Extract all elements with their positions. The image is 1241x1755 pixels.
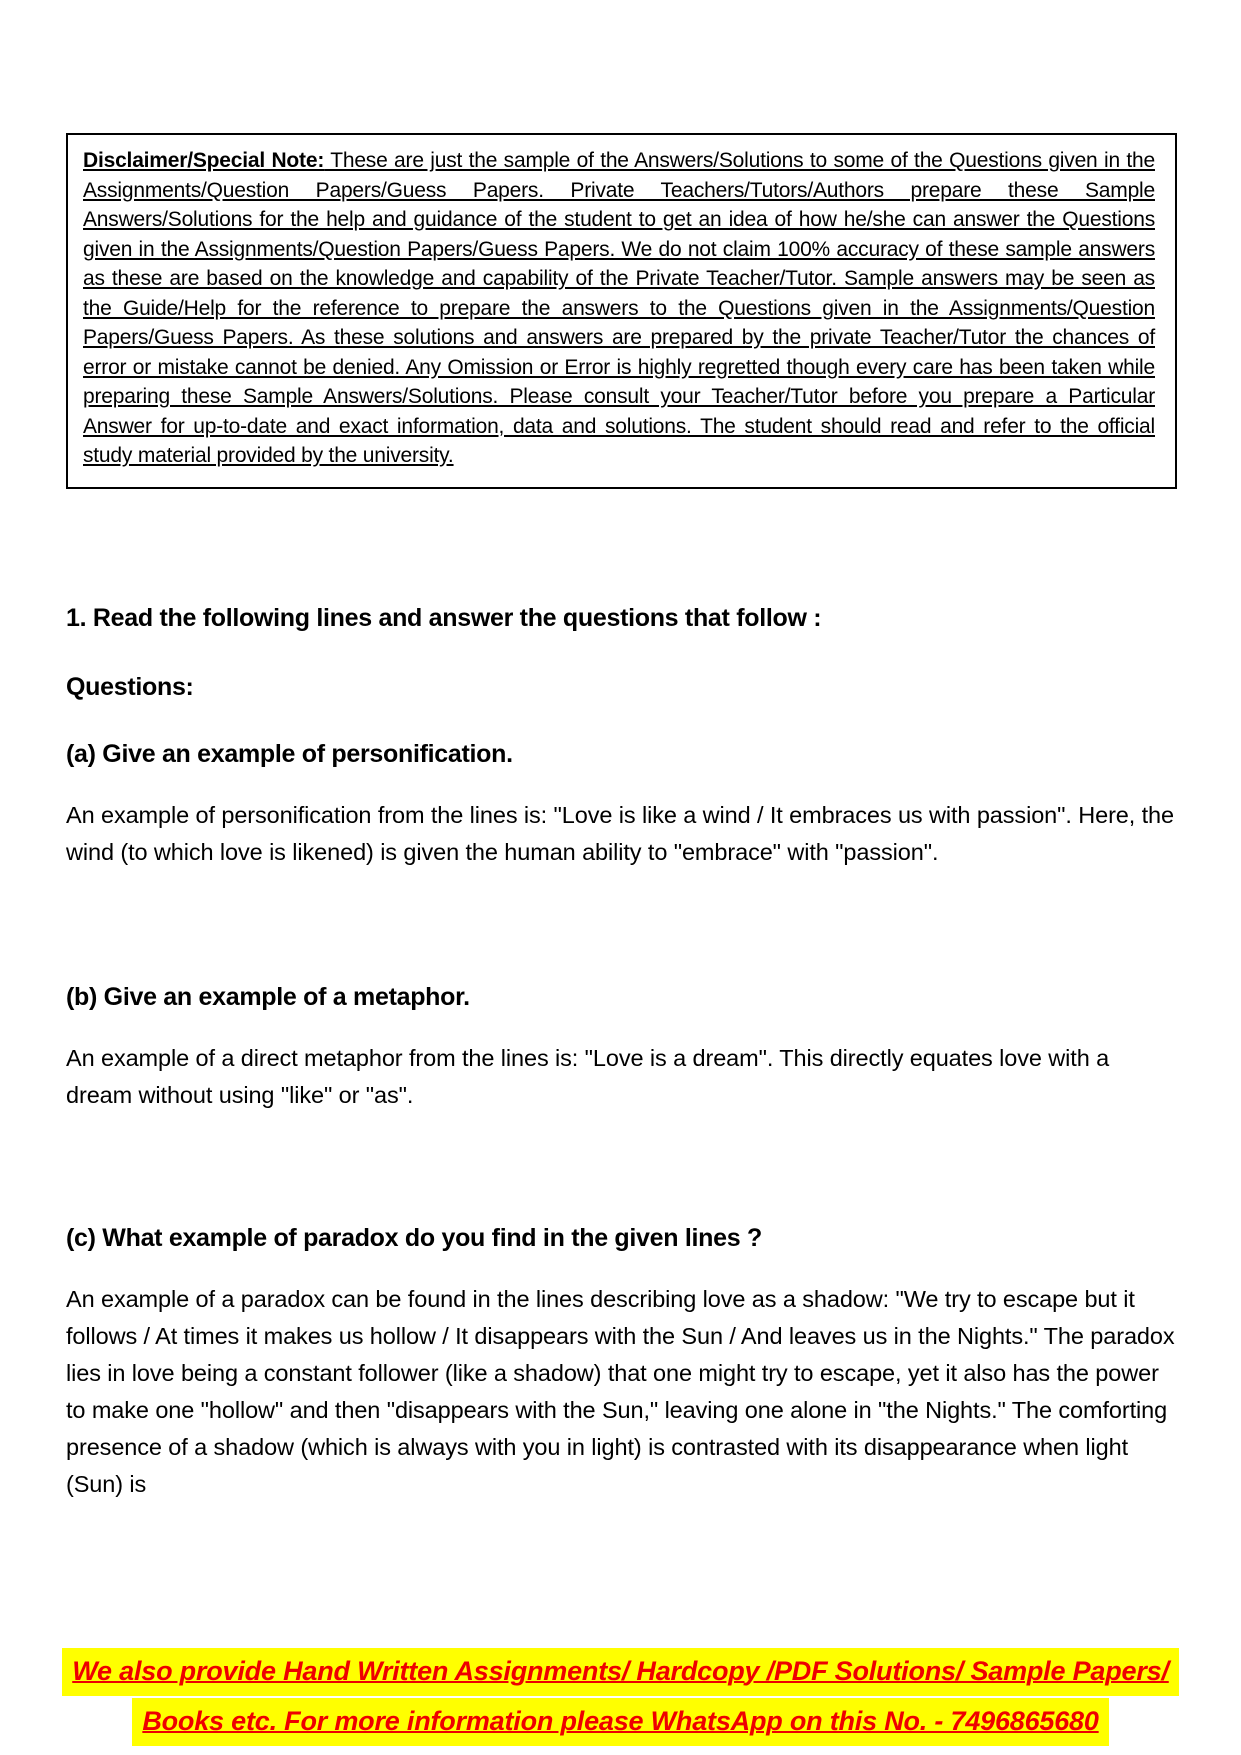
section-b: [66, 983, 1177, 1114]
section-a-answer: An example of personification from the lines is: "Love is like a wind / It embraces us with passion". Here, the wind (to which love is likened) is given the human ability to "embrace" with "passion".: [66, 801, 1174, 865]
footer-line-2-text: Books etc. For more information please WhatsApp on this No. - 7496865680: [132, 1698, 1108, 1746]
section-c-answer: An example of a paradox can be found in the lines describing love as a shadow: "We try to escape but it follows / At times it makes us hollow / It disappears with the Sun / And leaves us in the Nights." The paradox lies in love being a constant follower (like a shadow) that one might try to escape, yet it also has the power to make one "hollow" and then "disappears with the Sun," leaving one alone in "the Nights." The comforting presence of a shadow (which is always with you in light) is contrasted with its disappearance when light (Sun) is: [66, 1285, 1175, 1497]
section-c-heading: (c) What example of paradox do you find in the given lines ?: [66, 1223, 762, 1252]
question-heading: 1. Read the following lines and answer the questions that follow :: [66, 603, 822, 632]
questions-label: Questions:: [66, 672, 194, 701]
footer-banner: [0, 1648, 1241, 1748]
section-c: [66, 1224, 1177, 1503]
section-a: [66, 740, 1177, 871]
section-b-answer: An example of a direct metaphor from the lines is: "Love is a dream". This directly equates love with a dream without using "like" or "as".: [66, 1044, 1110, 1108]
disclaimer-body: These are just the sample of the Answers/Solutions to some of the Questions given in the Assignments/Question Papers/Guess Papers. Private Teachers/Tutors/Authors prepare these Sample Answers/Solutions for the help and guidance of the student to get an idea of how he/she can answer the Questions given in the Assignments/Question Papers/Guess Papers. We do not claim 100% accuracy of these sample answers as these are based on the knowledge and capability of the Private Teacher/Tutor. Sample answers may be seen as the Guide/Help for the reference to prepare the answers to the Questions given in the Assignments/Question Papers/Guess Papers. As these solutions and answers are prepared by the private Teacher/Tutor the chances of error or mistake cannot be denied. Any Omission or Error is highly regretted though every care has been taken while preparing these Sample Answers/Solutions. Please consult your Teacher/Tutor before you prepare a Particular Answer for up-to-date and exact information, data and solutions. The student should read and refer to the official study material provided by the university.: [83, 149, 1155, 467]
disclaimer-label: Disclaimer/Special Note:: [83, 149, 325, 172]
footer-line-2: [0, 1698, 1241, 1748]
footer-line-1-text: We also provide Hand Written Assignments/ Hardcopy /PDF Solutions/ Sample Papers/: [62, 1648, 1179, 1696]
disclaimer-text: [83, 146, 1155, 471]
section-b-heading: (b) Give an example of a metaphor.: [66, 982, 470, 1011]
footer-line-1: [0, 1648, 1241, 1698]
disclaimer-box: [66, 133, 1177, 489]
section-a-heading: (a) Give an example of personification.: [66, 739, 513, 768]
